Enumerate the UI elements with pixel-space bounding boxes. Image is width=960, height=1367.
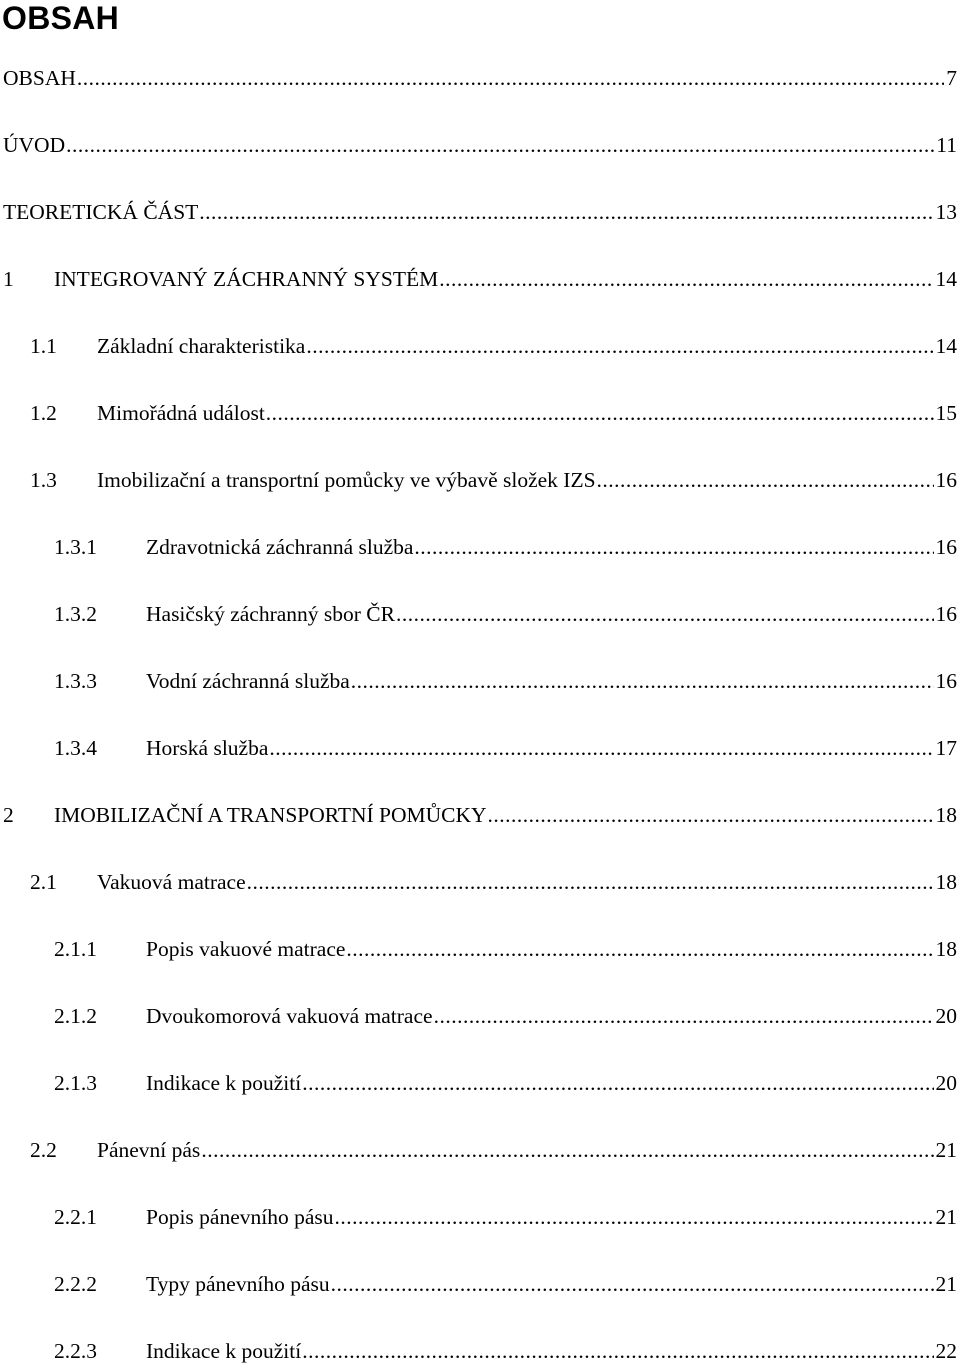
toc-entry-1-3-4[interactable] xyxy=(0,734,960,762)
toc-entry-chapter-2[interactable] xyxy=(0,801,960,829)
toc-entry-number: 1.3.3 xyxy=(54,669,97,693)
toc-entry-number: 2.1 xyxy=(30,870,57,894)
toc-entry-number: 1.1 xyxy=(30,334,57,358)
toc-dot-leader xyxy=(335,1203,934,1231)
toc-entry-1-3-2[interactable] xyxy=(0,600,960,628)
toc-entry-page: 21 xyxy=(935,1272,957,1296)
toc-entry-2-2-3[interactable] xyxy=(0,1337,960,1365)
toc-entry-page: 21 xyxy=(935,1138,957,1162)
toc-entry-2-2[interactable] xyxy=(0,1136,960,1164)
toc-entry-number: 1.3.2 xyxy=(54,602,97,626)
toc-dot-leader xyxy=(66,131,934,159)
toc-entry-1-3-3[interactable] xyxy=(0,667,960,695)
toc-entry-title: Pánevní pás xyxy=(97,1138,201,1162)
toc-entry-page: 16 xyxy=(935,535,957,559)
toc-entry-page: 14 xyxy=(935,334,957,358)
toc-entry-title: Základní charakteristika xyxy=(97,334,306,358)
toc-entry-2-1-1[interactable] xyxy=(0,935,960,963)
toc-entry-page: 21 xyxy=(935,1205,957,1229)
toc-entry-page: 16 xyxy=(935,669,957,693)
toc-dot-leader xyxy=(247,868,934,896)
toc-entry-1-2[interactable] xyxy=(0,399,960,427)
toc-entry-title: Horská služba xyxy=(146,736,269,760)
toc-dot-leader xyxy=(439,265,933,293)
toc-entry-page: 16 xyxy=(935,468,957,492)
toc-entry-2-2-2[interactable] xyxy=(0,1270,960,1298)
toc-entry-number: 2.2 xyxy=(30,1138,57,1162)
toc-entry-title: Typy pánevního pásu xyxy=(146,1272,330,1296)
toc-dot-leader xyxy=(414,533,933,561)
toc-dot-leader xyxy=(77,64,944,92)
toc-dot-leader xyxy=(306,332,933,360)
toc-entry-title: TEORETICKÁ ČÁST xyxy=(3,200,199,224)
toc-dot-leader xyxy=(302,1337,933,1365)
toc-entry-number: 1.2 xyxy=(30,401,57,425)
toc-entry-page: 22 xyxy=(935,1339,957,1363)
toc-entry-title: INTEGROVANÝ ZÁCHRANNÝ SYSTÉM xyxy=(54,267,439,291)
toc-entry-obsah[interactable] xyxy=(0,64,960,92)
toc-entry-number: 2.2.3 xyxy=(54,1339,97,1363)
toc-entry-page: 7 xyxy=(946,66,957,90)
toc-entry-title: Dvoukomorová vakuová matrace xyxy=(146,1004,433,1028)
toc-entry-number: 2.1.2 xyxy=(54,1004,97,1028)
toc-entry-number: 1 xyxy=(3,267,14,291)
toc-entry-page: 18 xyxy=(935,937,957,961)
toc-dot-leader xyxy=(266,399,934,427)
toc-dot-leader xyxy=(201,1136,933,1164)
toc-entry-page: 11 xyxy=(936,133,957,157)
toc-dot-leader xyxy=(434,1002,934,1030)
toc-entry-title: Mimořádná událost xyxy=(97,401,265,425)
toc-entry-2-2-1[interactable] xyxy=(0,1203,960,1231)
toc-entry-number: 2.1.3 xyxy=(54,1071,97,1095)
toc-dot-leader xyxy=(351,667,934,695)
toc-entry-uvod[interactable] xyxy=(0,131,960,159)
toc-entry-1-1[interactable] xyxy=(0,332,960,360)
toc-entry-title: Hasičský záchranný sbor ČR xyxy=(146,602,395,626)
toc-dot-leader xyxy=(346,935,933,963)
toc-entry-number: 2.2.2 xyxy=(54,1272,97,1296)
toc-entry-title: Vakuová matrace xyxy=(97,870,246,894)
toc-entry-title: Imobilizační a transportní pomůcky ve výbavě složek IZS xyxy=(97,468,596,492)
toc-entry-number: 2 xyxy=(3,803,14,827)
toc-entry-page: 14 xyxy=(935,267,957,291)
toc-dot-leader xyxy=(597,466,934,494)
toc-entry-page: 15 xyxy=(935,401,957,425)
toc-entry-chapter-1[interactable] xyxy=(0,265,960,293)
toc-entry-page: 16 xyxy=(935,602,957,626)
toc-dot-leader xyxy=(269,734,933,762)
toc-heading: OBSAH xyxy=(2,0,120,36)
toc-entry-2-1-3[interactable] xyxy=(0,1069,960,1097)
toc-entry-title: Popis vakuové matrace xyxy=(146,937,346,961)
toc-entry-number: 1.3.4 xyxy=(54,736,97,760)
toc-entry-number: 1.3.1 xyxy=(54,535,97,559)
toc-dot-leader xyxy=(199,198,933,226)
toc-entry-title: IMOBILIZAČNÍ A TRANSPORTNÍ POMŮCKY xyxy=(54,803,487,827)
toc-entry-title: Vodní záchranná služba xyxy=(146,669,350,693)
toc-entry-title: OBSAH xyxy=(3,66,76,90)
toc-entry-number: 2.2.1 xyxy=(54,1205,97,1229)
toc-entry-2-1[interactable] xyxy=(0,868,960,896)
toc-entry-page: 18 xyxy=(935,803,957,827)
toc-entry-page: 17 xyxy=(935,736,957,760)
toc-entry-title: Zdravotnická záchranná služba xyxy=(146,535,414,559)
toc-dot-leader xyxy=(302,1069,933,1097)
toc-entry-1-3[interactable] xyxy=(0,466,960,494)
toc-entry-page: 20 xyxy=(935,1071,957,1095)
toc-entry-title: Popis pánevního pásu xyxy=(146,1205,334,1229)
toc-dot-leader xyxy=(488,801,934,829)
toc-entry-page: 18 xyxy=(935,870,957,894)
toc-entry-title: Indikace k použití xyxy=(146,1339,302,1363)
toc-entry-page: 20 xyxy=(935,1004,957,1028)
toc-entry-title: ÚVOD xyxy=(3,133,66,157)
toc-entry-title: Indikace k použití xyxy=(146,1071,302,1095)
toc-entry-2-1-2[interactable] xyxy=(0,1002,960,1030)
toc-entry-teoreticka-cast[interactable] xyxy=(0,198,960,226)
toc-dot-leader xyxy=(396,600,934,628)
toc-entry-number: 1.3 xyxy=(30,468,57,492)
toc-entry-number: 2.1.1 xyxy=(54,937,97,961)
toc-dot-leader xyxy=(331,1270,934,1298)
toc-entry-page: 13 xyxy=(935,200,957,224)
toc-entry-1-3-1[interactable] xyxy=(0,533,960,561)
